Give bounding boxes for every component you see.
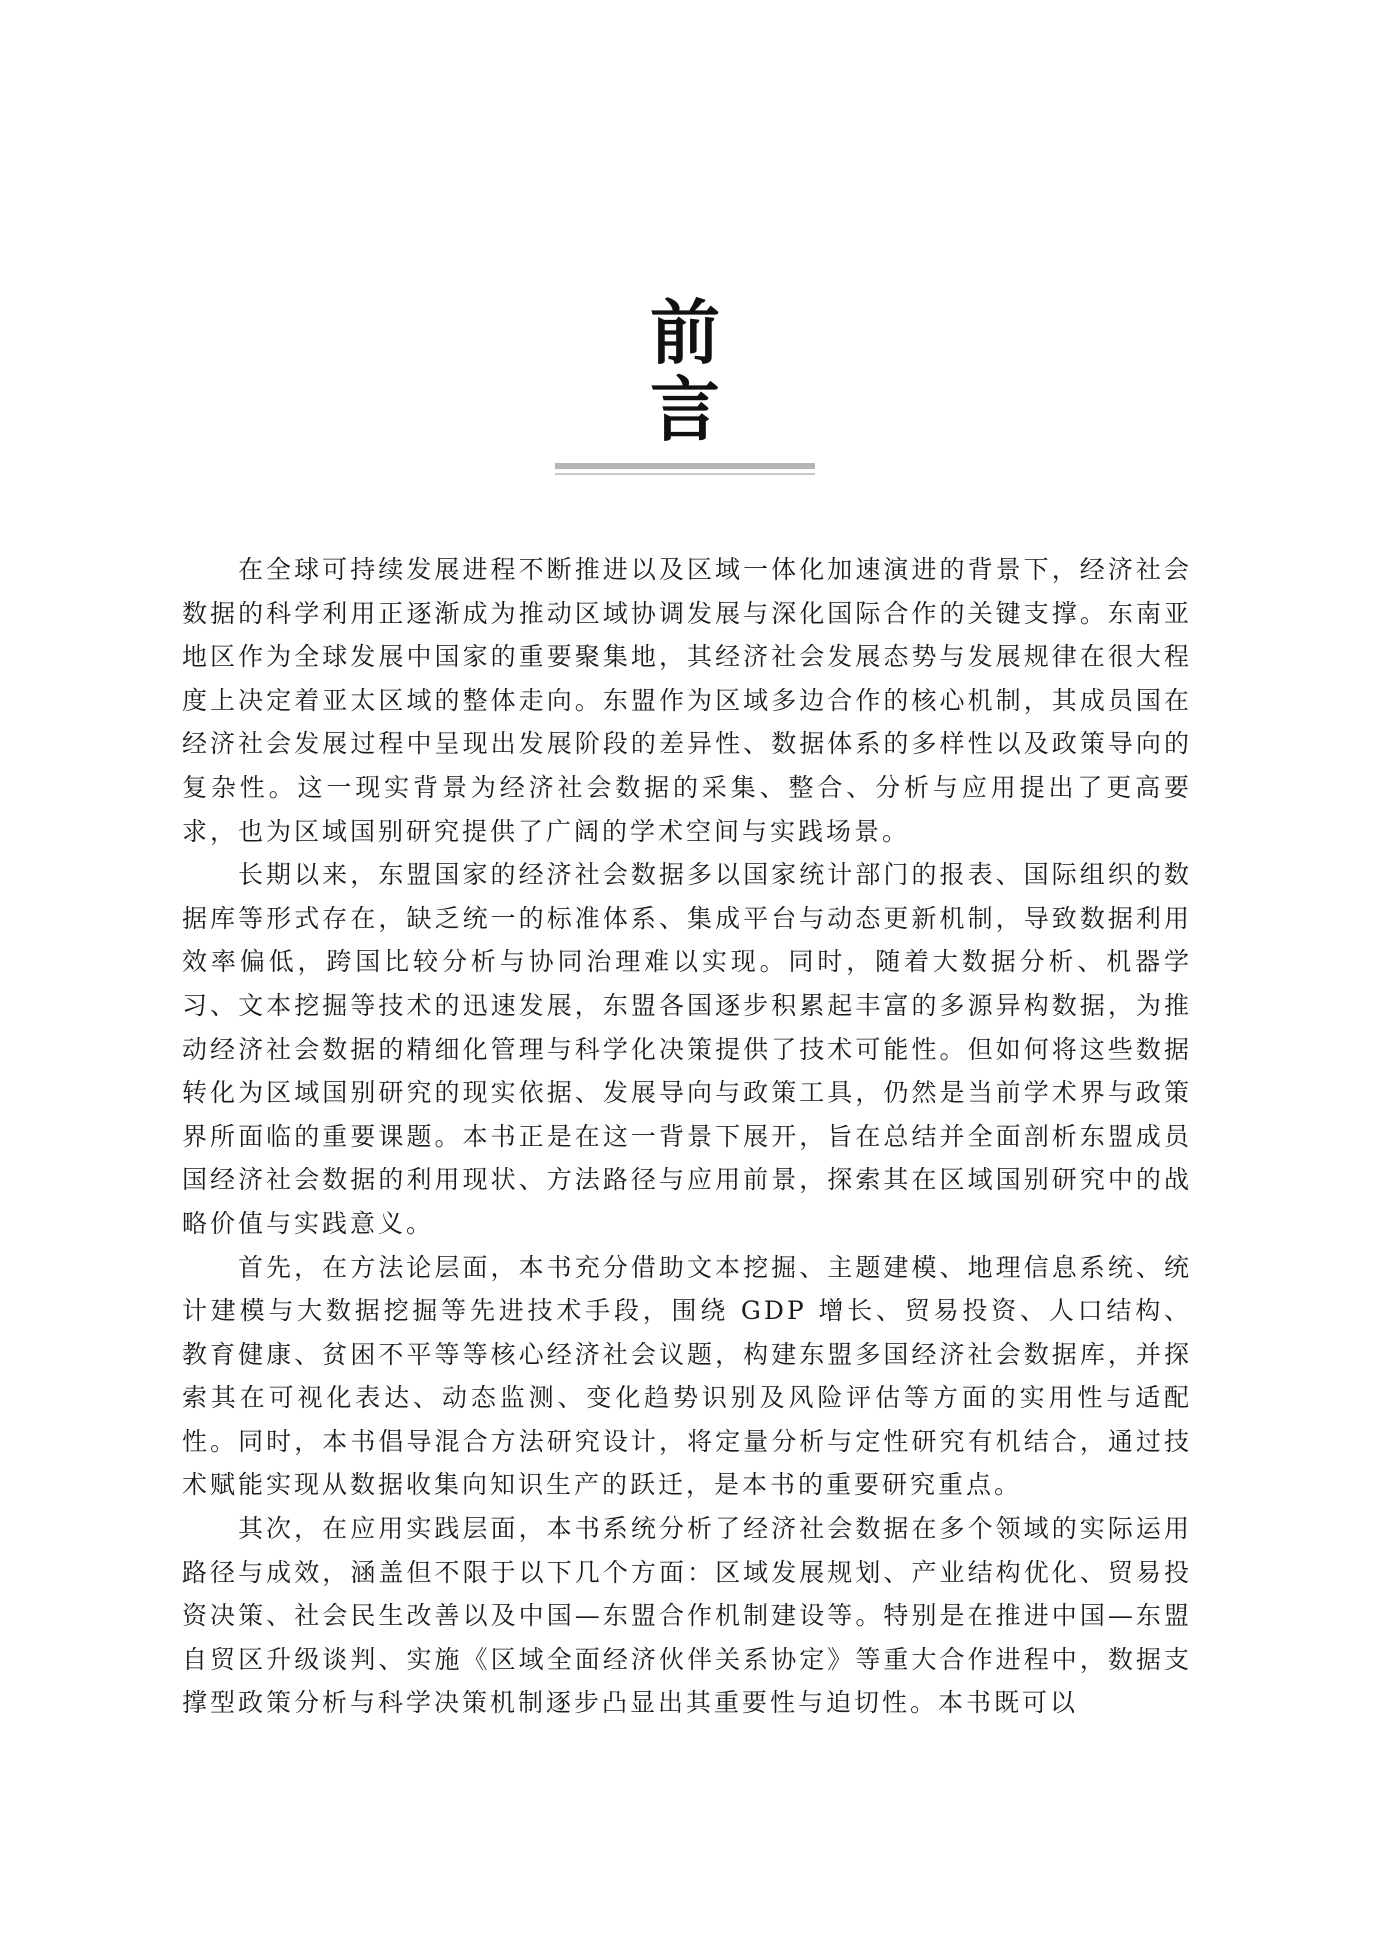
paragraph-3: 首先，在方法论层面，本书充分借助文本挖掘、主题建模、地理信息系统、统计建模与大数据挖掘等先进技术手段，围绕 GDP 增长、贸易投资、人口结构、教育健康、贫困不平等等核心经济社会议题，构建东盟多国经济社会数据库，并探索其在可视化表达、动态监测、变化趋势识别及风险评估等方面的实用性与适配性。同时，本书倡导混合方法研究设计，将定量分析与定性研究有机结合，通过技术赋能实现从数据收集向知识生产的跃迁，是本书的重要研究重点。 [182, 1252, 1192, 1500]
page-title: 前 言 [650, 292, 780, 451]
title-underline-thin [555, 473, 815, 475]
paragraph-4: 其次，在应用实践层面，本书系统分析了经济社会数据在多个领域的实际运用路径与成效，涵盖但不限于以下几个方面：区域发展规划、产业结构优化、贸易投资决策、社会民生改善以及中国—东盟合作机制建设等。特别是在推进中国—东盟自贸区升级谈判、实施《区域全面经济伙伴关系协定》等重大合作进程中，数据支撑型政策分析与科学决策机制逐步凸显出其重要性与迫切性。本书既可以 [182, 1514, 1192, 1718]
paragraph-1: 在全球可持续发展进程不断推进以及区域一体化加速演进的背景下，经济社会数据的科学利用正逐渐成为推动区域协调发展与深化国际合作的关键支撑。东南亚地区作为全球发展中国家的重要聚集地，其经济社会发展态势与发展规律在很大程度上决定着亚太区域的整体走向。东盟作为区域多边合作的核心机制，其成员国在经济社会发展过程中呈现出发展阶段的差异性、数据体系的多样性以及政策导向的复杂性。这一现实背景为经济社会数据的采集、整合、分析与应用提出了更高要求，也为区域国别研究提供了广阔的学术空间与实践场景。 [182, 555, 1192, 846]
paragraph-2: 长期以来，东盟国家的经济社会数据多以国家统计部门的报表、国际组织的数据库等形式存在，缺乏统一的标准体系、集成平台与动态更新机制，导致数据利用效率偏低，跨国比较分析与协同治理难以实现。同时，随着大数据分析、机器学习、文本挖掘等技术的迅速发展，东盟各国逐步积累起丰富的多源异构数据，为推动经济社会数据的精细化管理与科学化决策提供了技术可能性。但如何将这些数据转化为区域国别研究的现实依据、发展导向与政策工具，仍然是当前学术界与政策界所面临的重要课题。本书正是在这一背景下展开，旨在总结并全面剖析东盟成员国经济社会数据的利用现状、方法路径与应用前景，探索其在区域国别研究中的战略价值与实践意义。 [182, 860, 1192, 1238]
title-underline [555, 463, 815, 469]
title-block [555, 292, 815, 475]
body-text [182, 548, 1192, 1725]
